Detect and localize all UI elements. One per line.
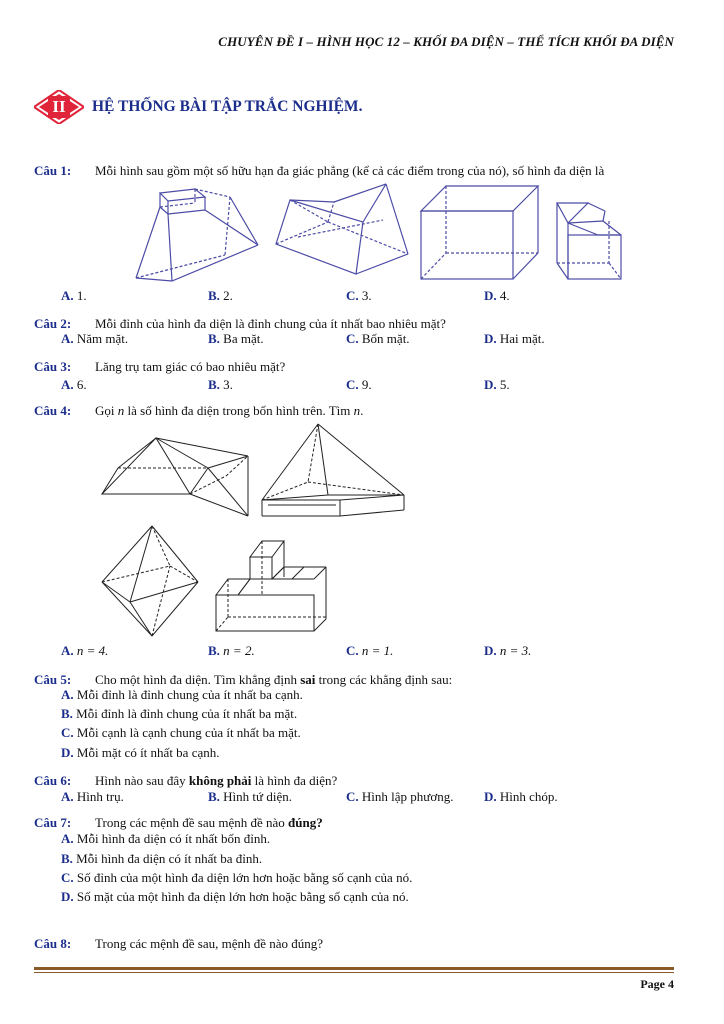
figure-house bbox=[553, 193, 628, 288]
question-label: Câu 5: bbox=[34, 672, 72, 687]
figure-crossed-prisms bbox=[268, 182, 413, 287]
option-b[interactable]: B. Mỗi hình đa diện có ít nhất ba đỉnh. bbox=[61, 851, 263, 866]
option-a[interactable]: A. Hình trụ. bbox=[61, 789, 124, 804]
footer-divider-thin bbox=[34, 972, 674, 973]
option-c[interactable]: C. n = 1. bbox=[346, 643, 394, 658]
option-d[interactable]: D. 5. bbox=[484, 377, 510, 392]
section-heading bbox=[34, 90, 362, 124]
question-label: Câu 7: bbox=[34, 815, 72, 830]
option-b[interactable]: B. Ba mặt. bbox=[208, 331, 264, 346]
option-b[interactable]: B. Hình tứ diện. bbox=[208, 789, 292, 804]
question-text: Lăng trụ tam giác có bao nhiêu mặt? bbox=[95, 359, 286, 374]
figure-pyramid-on-box bbox=[258, 420, 408, 525]
question-text: Trong các mệnh đề sau, mệnh đề nào đúng? bbox=[95, 936, 324, 951]
question-text: Mỗi đỉnh của hình đa diện là đỉnh chung của ít nhất bao nhiêu mặt? bbox=[95, 316, 446, 331]
question-text: Cho một hình đa diện. Tìm khẳng định sai trong các khẳng định sau: bbox=[95, 672, 453, 687]
option-a[interactable]: A. Mỗi đỉnh là đỉnh chung của ít nhất ba cạnh. bbox=[61, 687, 303, 702]
option-b[interactable]: B. n = 2. bbox=[208, 643, 255, 658]
question-text: Mỗi hình sau gồm một số hữu hạn đa giác phẳng (kể cả các điểm trong của nó), số hình đa diện là bbox=[95, 163, 605, 178]
option-d[interactable]: D. n = 3. bbox=[484, 643, 532, 658]
footer-divider bbox=[34, 967, 674, 970]
option-d[interactable]: D. Số mặt của một hình đa diện lớn hơn hoặc bằng số cạnh của nó. bbox=[61, 889, 409, 904]
figure-frustum bbox=[130, 185, 265, 290]
figure-joined-pyramids bbox=[98, 428, 258, 523]
option-a[interactable]: A. Năm mặt. bbox=[61, 331, 129, 346]
question-label: Câu 2: bbox=[34, 316, 72, 331]
option-a[interactable]: A. n = 4. bbox=[61, 643, 109, 658]
option-c[interactable]: C. Số đỉnh của một hình đa diện lớn hơn hoặc bằng số cạnh của nó. bbox=[61, 870, 413, 885]
figure-box bbox=[418, 183, 543, 288]
option-b[interactable]: B. Mỗi đỉnh là đỉnh chung của ít nhất ba mặt. bbox=[61, 706, 298, 721]
question-text: Hình nào sau đây không phải là hình đa diện? bbox=[95, 773, 338, 788]
option-d[interactable]: D. Hình chóp. bbox=[484, 789, 558, 804]
option-d[interactable]: D. Mỗi mặt có ít nhất ba cạnh. bbox=[61, 745, 220, 760]
option-b[interactable]: B. 2. bbox=[208, 288, 233, 303]
option-c[interactable]: C. Bốn mặt. bbox=[346, 331, 410, 346]
option-d[interactable]: D. 4. bbox=[484, 288, 510, 303]
option-c[interactable]: C. Hình lập phương. bbox=[346, 789, 454, 804]
header-title: CHUYÊN ĐỀ I – HÌNH HỌC 12 – KHỐI ĐA DIỆN – THỂ TÍCH KHỐI ĐA DIỆN bbox=[218, 34, 674, 49]
option-c[interactable]: C. 9. bbox=[346, 377, 372, 392]
question-label: Câu 6: bbox=[34, 773, 72, 788]
question-label: Câu 1: bbox=[34, 163, 72, 178]
option-a[interactable]: A. 1. bbox=[61, 288, 87, 303]
option-d[interactable]: D. Hai mặt. bbox=[484, 331, 545, 346]
option-a[interactable]: A. Mỗi hình đa diện có ít nhất bốn đỉnh. bbox=[61, 831, 271, 846]
option-a[interactable]: A. 6. bbox=[61, 377, 87, 392]
section-title: HỆ THỐNG BÀI TẬP TRẮC NGHIỆM. bbox=[92, 98, 363, 115]
option-c[interactable]: C. Mỗi cạnh là cạnh chung của ít nhất ba mặt. bbox=[61, 725, 301, 740]
section-badge bbox=[34, 90, 84, 124]
question-label: Câu 4: bbox=[34, 403, 72, 418]
question-text: Trong các mệnh đề sau mệnh đề nào đúng? bbox=[95, 815, 323, 830]
figure-composite-blocks bbox=[212, 537, 337, 642]
option-c[interactable]: C. 3. bbox=[346, 288, 372, 303]
question-label: Câu 8: bbox=[34, 936, 72, 951]
option-b[interactable]: B. 3. bbox=[208, 377, 233, 392]
page-number: Page 4 bbox=[640, 977, 674, 991]
section-number: II bbox=[52, 97, 66, 116]
question-label: Câu 3: bbox=[34, 359, 72, 374]
question-text: Gọi n là số hình đa diện trong bốn hình trên. Tìm n. bbox=[95, 403, 364, 418]
figure-octahedron bbox=[100, 524, 200, 644]
